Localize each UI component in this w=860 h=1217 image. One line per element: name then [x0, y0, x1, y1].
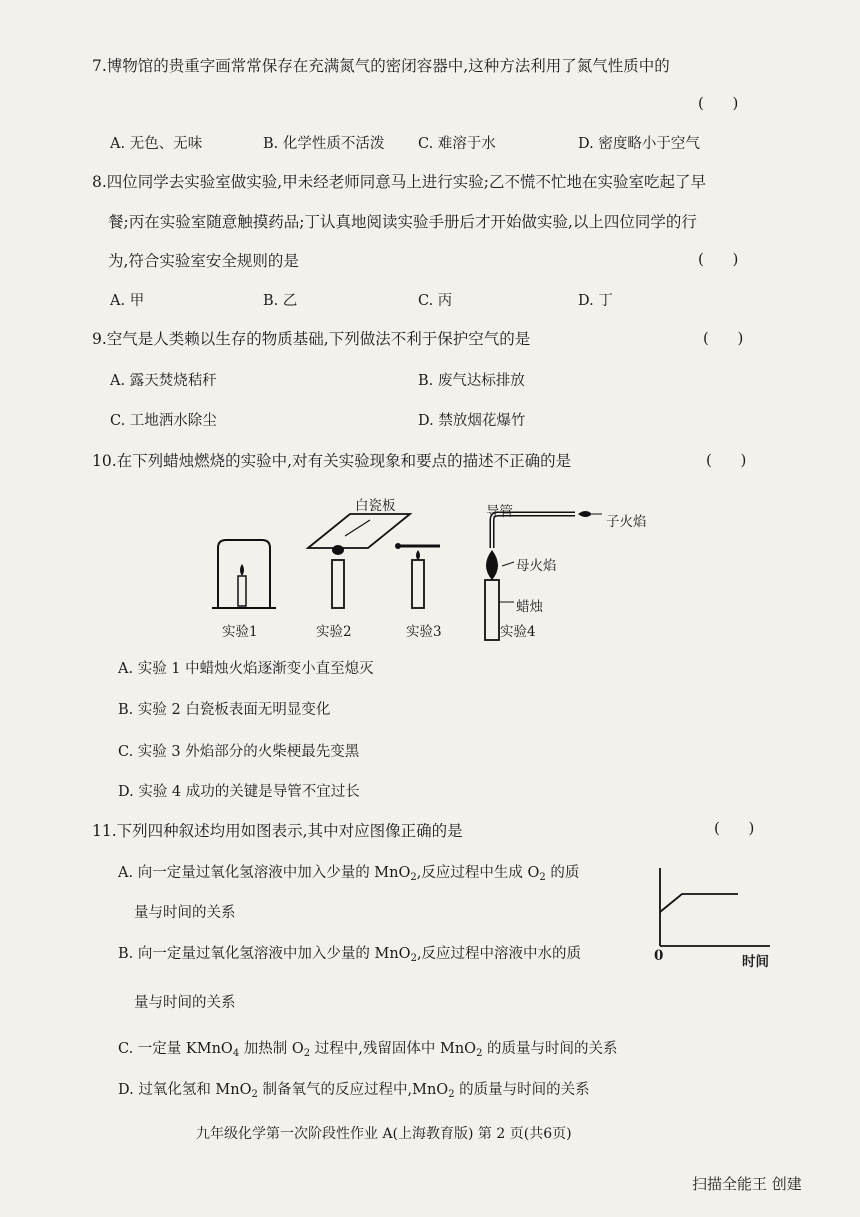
- q11-option-b-line-1: B. 向一定量过氧化氢溶液中加入少量的 MnO$_2$,反应过程中溶液中水的质: [118, 946, 582, 964]
- page-footer: 九年级化学第一次阶段性作业 A(上海教育版) 第 2 页(共6页): [196, 1126, 572, 1142]
- q10-answer-paren: ( ): [706, 451, 747, 469]
- q7-answer-paren: ( ): [698, 94, 739, 112]
- q10-option-c: C. 实验 3 外焰部分的火柴梗最先变黑: [118, 744, 360, 760]
- q10-option-b: B. 实验 2 白瓷板表面无明显变化: [118, 702, 331, 718]
- label-tube: 导管: [486, 504, 513, 520]
- q11-option-a-line-1: A. 向一定量过氧化氢溶液中加入少量的 MnO$_2$,反应过程中生成 $O_2$ 的质: [118, 865, 580, 883]
- label-mother-flame: 母火焰: [516, 558, 557, 574]
- q11-stem: 11.下列四种叙述均用如图表示,其中对应图像正确的是: [92, 822, 463, 840]
- q11-option-d: D. 过氧化氢和 MnO$_2$ 制备氧气的反应过程中,MnO$_2$ 的质量与时间的关系: [118, 1082, 590, 1100]
- q9-option-d: D. 禁放烟花爆竹: [418, 413, 526, 429]
- q8-answer-paren: ( ): [698, 250, 739, 268]
- q7-option-a: A. 无色、无味: [110, 136, 203, 152]
- q7-option-c: C. 难溶于水: [418, 136, 496, 152]
- caption-experiment-3: 实验3: [406, 624, 442, 640]
- q8-stem-line-2: 餐;丙在实验室随意触摸药品;丁认真地阅读实验手册后才开始做实验,以上四位同学的行: [108, 213, 697, 231]
- q7-option-d: D. 密度略小于空气: [578, 136, 700, 152]
- q11-graph: [650, 860, 780, 960]
- label-candle: 蜡烛: [516, 599, 543, 615]
- q8-option-a: A. 甲: [110, 293, 145, 309]
- q11-option-b-line-2: 量与时间的关系: [134, 995, 236, 1011]
- q9-stem: 9.空气是人类赖以生存的物质基础,下列做法不利于保护空气的是: [92, 330, 531, 348]
- caption-experiment-4: 实验4: [500, 624, 536, 640]
- label-child-flame: 子火焰: [606, 514, 647, 530]
- graph-curve: [660, 894, 738, 912]
- q10-option-a: A. 实验 1 中蜡烛火焰逐渐变小直至熄灭: [118, 661, 374, 677]
- q9-answer-paren: ( ): [703, 329, 744, 347]
- q7-option-b: B. 化学性质不活泼: [263, 136, 385, 152]
- caption-experiment-1: 实验1: [222, 624, 258, 640]
- q11-option-c: C. 一定量 KMnO$_4$ 加热制 $O_2$ 过程中,残留固体中 MnO$_2$ 的质量与时间的关系: [118, 1041, 618, 1059]
- q8-option-c: C. 丙: [418, 293, 453, 309]
- graph-origin-label: 0: [654, 948, 664, 964]
- experiment-3-matchstick: [395, 543, 440, 608]
- label-white-plate: 白瓷板: [355, 498, 396, 514]
- q9-option-a: A. 露天焚烧秸秆: [110, 373, 217, 389]
- q10-option-d: D. 实验 4 成功的关键是导管不宜过长: [118, 784, 360, 800]
- q11-option-a-line-2: 量与时间的关系: [134, 905, 236, 921]
- q11-answer-paren: ( ): [714, 819, 755, 837]
- q8-option-d: D. 丁: [578, 293, 613, 309]
- q9-option-b: B. 废气达标排放: [418, 373, 525, 389]
- scanner-watermark: 扫描全能王 创建: [692, 1175, 802, 1193]
- q10-stem: 10.在下列蜡烛燃烧的实验中,对有关实验现象和要点的描述不正确的是: [92, 452, 572, 470]
- candle-experiments-figure: [200, 490, 640, 640]
- graph-x-label: 时间: [742, 954, 769, 970]
- q8-stem-line-1: 8.四位同学去实验室做实验,甲未经老师同意马上进行实验;乙不慌不忙地在实验室吃起了早: [92, 173, 706, 191]
- experiment-1-beaker: [212, 540, 276, 608]
- experiment-2-plate: [308, 514, 410, 608]
- q8-option-b: B. 乙: [263, 293, 298, 309]
- q8-stem-line-3: 为,符合实验室安全规则的是: [108, 252, 299, 270]
- caption-experiment-2: 实验2: [316, 624, 352, 640]
- q7-stem: 7.博物馆的贵重字画常常保存在充满氮气的密闭容器中,这种方法利用了氮气性质中的: [92, 57, 670, 75]
- q9-option-c: C. 工地洒水除尘: [110, 413, 217, 429]
